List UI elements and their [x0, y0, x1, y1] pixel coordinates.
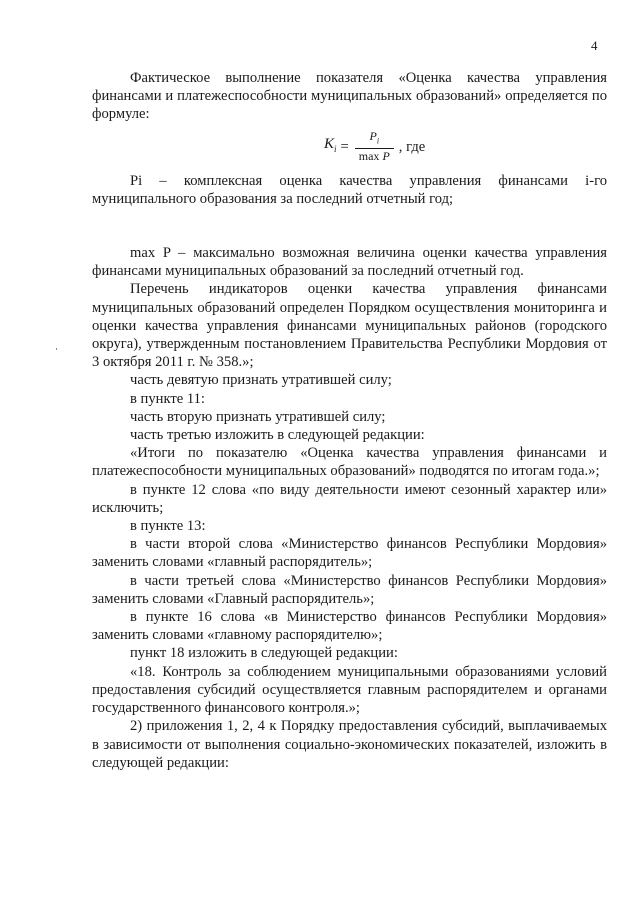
formula-equals: =: [340, 138, 349, 155]
paragraph: max P – максимально возможная величина оценки качества управления финансами муниципальных образований за последний отчетный год.: [92, 245, 607, 280]
paragraph: в пункте 11:: [130, 390, 205, 407]
formula-fraction: [355, 130, 394, 162]
left-margin-mark: [56, 348, 57, 350]
paragraph: в пункте 12 слова «по виду деятельности имеют сезонный характер или» исключить;: [92, 481, 607, 516]
formula-tail: , где: [398, 138, 426, 155]
document-body: [92, 69, 607, 772]
paragraph: в части третьей слова «Министерство финансов Республики Мордовия» заменить словами «Главный распорядитель»;: [92, 572, 607, 607]
paragraph: часть девятую признать утратившей силу;: [130, 372, 392, 389]
paragraph: Перечень индикаторов оценки качества управления финансами муниципальных образований определен Порядком осуществления мониторинга и оценки качества управления финансами муниципальных районов (городского округа), утвержденным постановлением Правительства Республики Мордовия от 3 октября 2011 г. № 358.»;: [92, 281, 607, 371]
paragraph: часть вторую признать утратившей силу;: [130, 408, 386, 425]
formula-lhs: $K_i$: [324, 136, 337, 154]
paragraph: пункт 18 изложить в следующей редакции:: [130, 645, 398, 662]
paragraph: «Итоги по показателю «Оценка качества управления финансами и платежеспособности муниципальных образований» подводятся по итогам года.»;: [92, 445, 607, 480]
formula: [92, 128, 607, 166]
page-number: 4: [591, 38, 598, 53]
paragraph: Фактическое выполнение показателя «Оценка качества управления финансами и платежеспособности муниципальных образований» определяется по формуле:: [92, 70, 607, 123]
paragraph: в части второй слова «Министерство финансов Республики Мордовия» заменить словами «главный распорядитель»;: [92, 536, 607, 571]
paragraph: Pi – комплексная оценка качества управления финансами i-го муниципального образования за последний отчетный год;: [92, 172, 607, 207]
paragraph: в пункте 16 слова «в Министерство финансов Республики Мордовия» заменить словами «главному распорядителю»;: [92, 609, 607, 644]
paragraph: «18. Контроль за соблюдением муниципальными образованиями условий предоставления субсидий осуществляется главным распорядителем и органами государственного финансового контроля.»;: [92, 663, 607, 717]
paragraph: 2) приложения 1, 2, 4 к Порядку предоставления субсидий, выплачиваемых в зависимости от выполнения социально-экономических показателей, изложить в следующей редакции:: [92, 718, 607, 771]
paragraph: часть третью изложить в следующей редакции:: [130, 427, 425, 444]
formula-numerator: $P_i$: [369, 129, 380, 146]
paragraph: в пункте 13:: [130, 518, 206, 535]
blank-space: [92, 208, 607, 244]
formula-denominator: max P: [358, 148, 390, 163]
